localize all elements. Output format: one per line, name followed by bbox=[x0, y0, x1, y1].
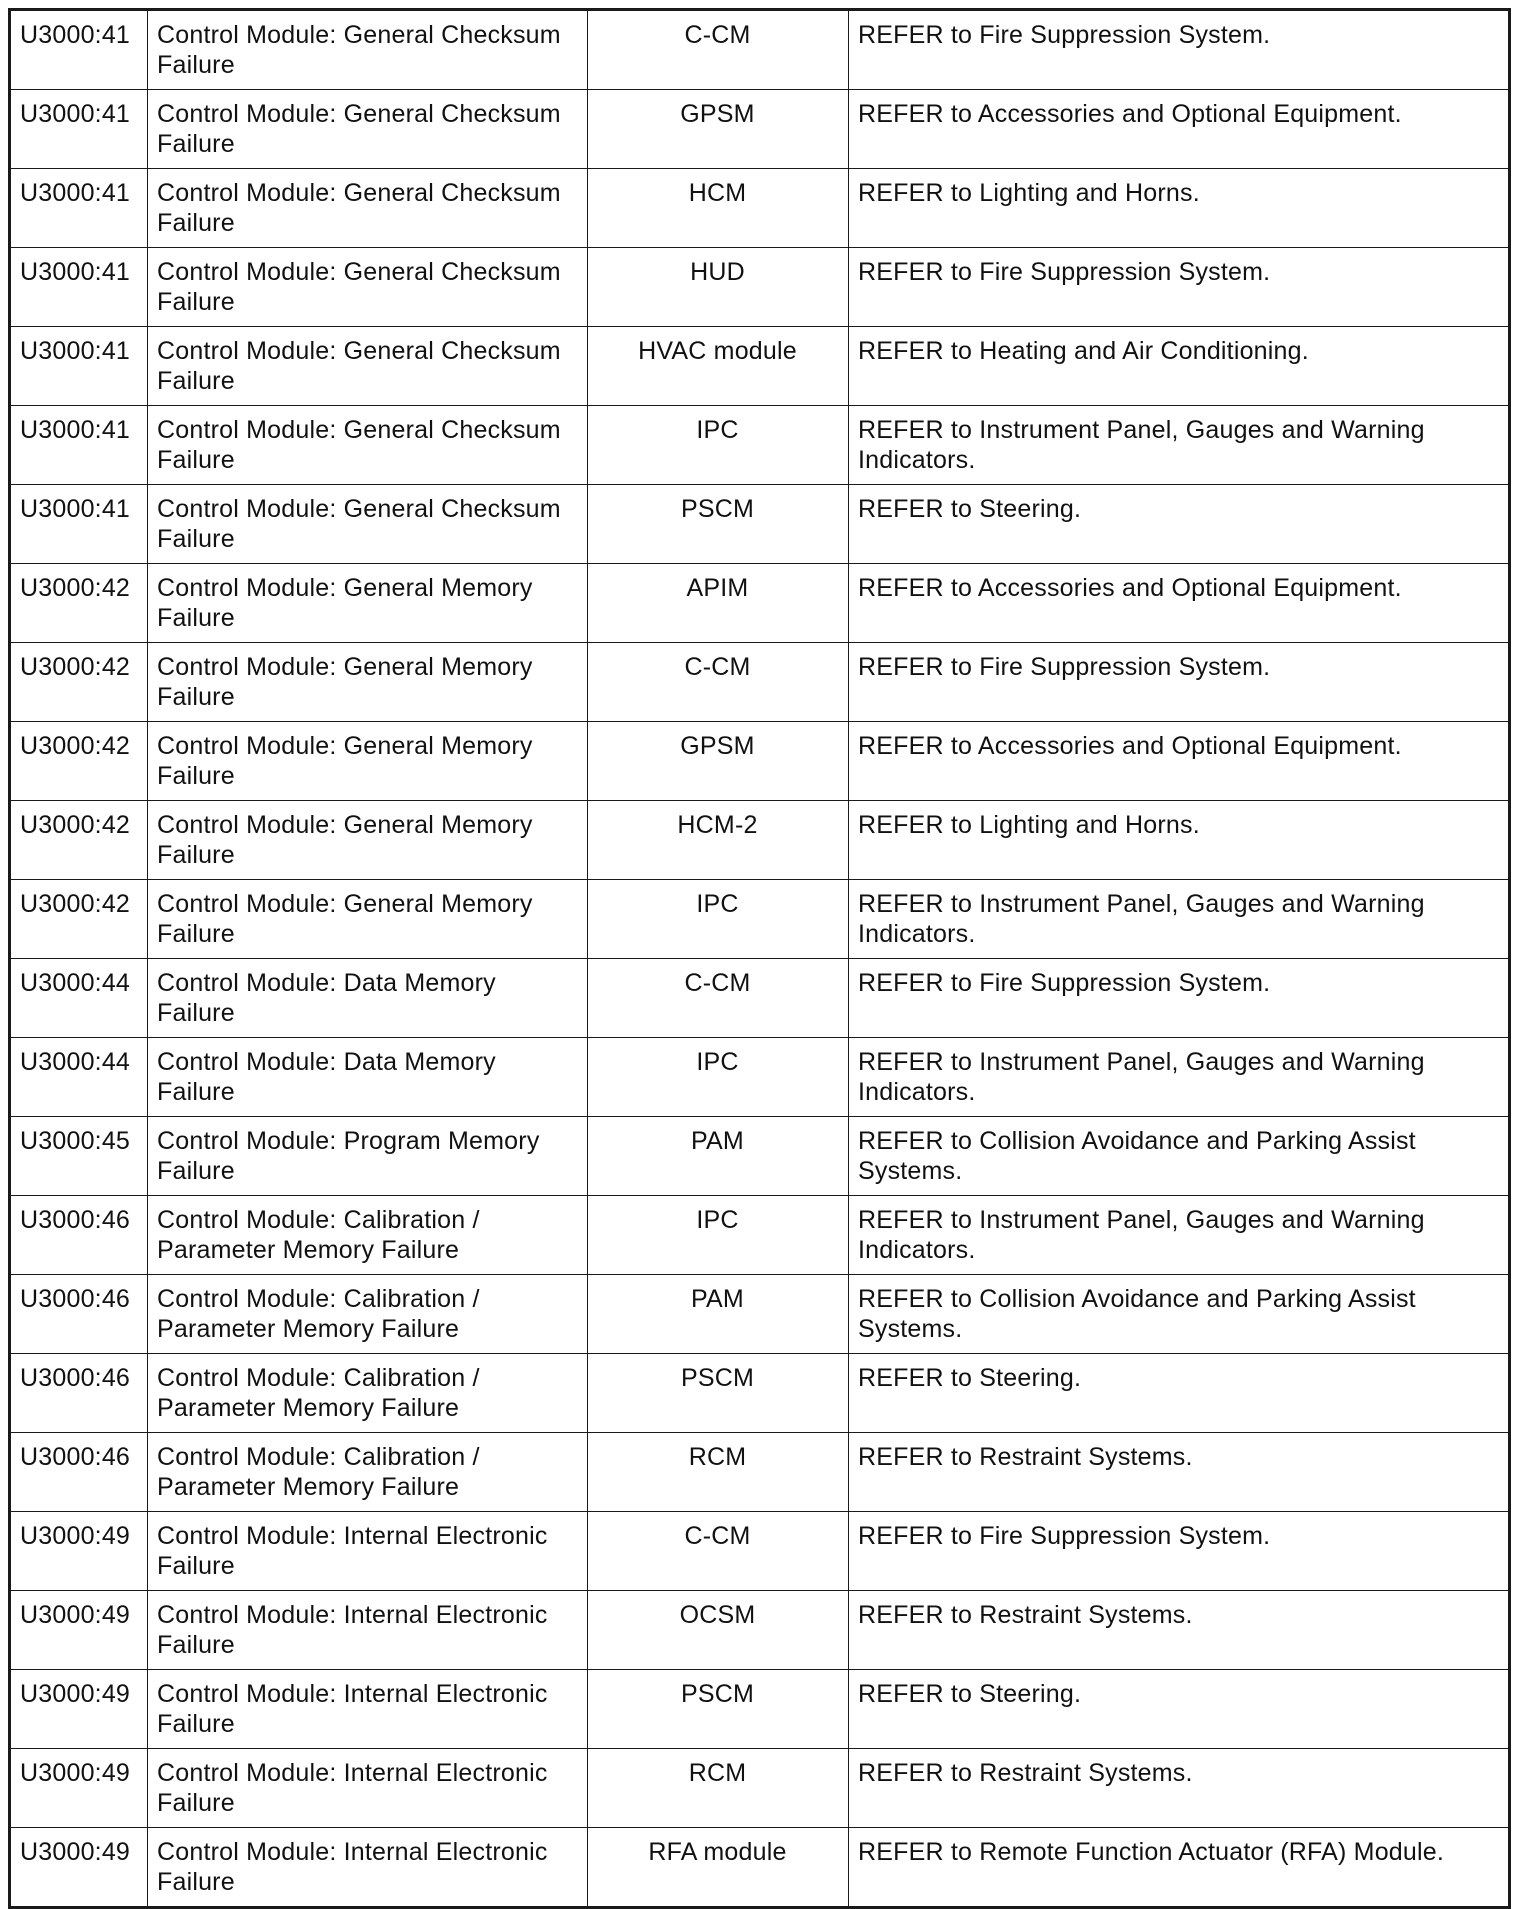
description-cell: Control Module: Calibration / Parameter Memory Failure bbox=[148, 1275, 588, 1354]
description-cell: Control Module: General Memory Failure bbox=[148, 643, 588, 722]
table-row bbox=[10, 564, 1510, 643]
table-row bbox=[10, 169, 1510, 248]
dtc-code-cell: U3000:49 bbox=[10, 1512, 148, 1591]
table-row bbox=[10, 1749, 1510, 1828]
table-row bbox=[10, 327, 1510, 406]
action-cell: REFER to Fire Suppression System. bbox=[849, 248, 1510, 327]
action-cell: REFER to Collision Avoidance and Parking Assist Systems. bbox=[849, 1275, 1510, 1354]
action-cell: REFER to Accessories and Optional Equipment. bbox=[849, 564, 1510, 643]
table-row bbox=[10, 1354, 1510, 1433]
dtc-code-cell: U3000:49 bbox=[10, 1749, 148, 1828]
module-cell: PAM bbox=[588, 1117, 849, 1196]
description-cell: Control Module: General Checksum Failure bbox=[148, 327, 588, 406]
module-cell: HVAC module bbox=[588, 327, 849, 406]
dtc-code-cell: U3000:41 bbox=[10, 169, 148, 248]
module-cell: IPC bbox=[588, 1038, 849, 1117]
dtc-code-cell: U3000:42 bbox=[10, 643, 148, 722]
table-row bbox=[10, 1512, 1510, 1591]
module-cell: C-CM bbox=[588, 1512, 849, 1591]
description-cell: Control Module: Internal Electronic Failure bbox=[148, 1670, 588, 1749]
table-row bbox=[10, 1591, 1510, 1670]
module-cell: C-CM bbox=[588, 643, 849, 722]
module-cell: HCM bbox=[588, 169, 849, 248]
module-cell: IPC bbox=[588, 406, 849, 485]
table-row bbox=[10, 485, 1510, 564]
description-cell: Control Module: General Memory Failure bbox=[148, 880, 588, 959]
module-cell: RFA module bbox=[588, 1828, 849, 1908]
table-row bbox=[10, 959, 1510, 1038]
dtc-code-cell: U3000:46 bbox=[10, 1433, 148, 1512]
dtc-code-cell: U3000:46 bbox=[10, 1275, 148, 1354]
description-cell: Control Module: General Checksum Failure bbox=[148, 406, 588, 485]
module-cell: PSCM bbox=[588, 485, 849, 564]
dtc-code-cell: U3000:46 bbox=[10, 1196, 148, 1275]
module-cell: HCM-2 bbox=[588, 801, 849, 880]
action-cell: REFER to Lighting and Horns. bbox=[849, 801, 1510, 880]
description-cell: Control Module: Calibration / Parameter Memory Failure bbox=[148, 1196, 588, 1275]
module-cell: PSCM bbox=[588, 1354, 849, 1433]
description-cell: Control Module: Internal Electronic Failure bbox=[148, 1828, 588, 1908]
table-row bbox=[10, 722, 1510, 801]
dtc-code-cell: U3000:44 bbox=[10, 1038, 148, 1117]
description-cell: Control Module: Data Memory Failure bbox=[148, 959, 588, 1038]
dtc-code-cell: U3000:41 bbox=[10, 248, 148, 327]
table-row bbox=[10, 10, 1510, 90]
action-cell: REFER to Fire Suppression System. bbox=[849, 959, 1510, 1038]
action-cell: REFER to Steering. bbox=[849, 1354, 1510, 1433]
action-cell: REFER to Restraint Systems. bbox=[849, 1591, 1510, 1670]
module-cell: APIM bbox=[588, 564, 849, 643]
module-cell: PSCM bbox=[588, 1670, 849, 1749]
action-cell: REFER to Instrument Panel, Gauges and Warning Indicators. bbox=[849, 406, 1510, 485]
table-row bbox=[10, 1433, 1510, 1512]
description-cell: Control Module: General Checksum Failure bbox=[148, 485, 588, 564]
description-cell: Control Module: General Memory Failure bbox=[148, 722, 588, 801]
description-cell: Control Module: General Checksum Failure bbox=[148, 248, 588, 327]
table-row bbox=[10, 406, 1510, 485]
module-cell: C-CM bbox=[588, 959, 849, 1038]
description-cell: Control Module: Calibration / Parameter Memory Failure bbox=[148, 1354, 588, 1433]
table-row bbox=[10, 1275, 1510, 1354]
description-cell: Control Module: General Memory Failure bbox=[148, 801, 588, 880]
action-cell: REFER to Restraint Systems. bbox=[849, 1749, 1510, 1828]
dtc-code-cell: U3000:41 bbox=[10, 10, 148, 90]
action-cell: REFER to Steering. bbox=[849, 1670, 1510, 1749]
action-cell: REFER to Instrument Panel, Gauges and Warning Indicators. bbox=[849, 880, 1510, 959]
module-cell: HUD bbox=[588, 248, 849, 327]
module-cell: IPC bbox=[588, 1196, 849, 1275]
description-cell: Control Module: Internal Electronic Failure bbox=[148, 1591, 588, 1670]
description-cell: Control Module: Internal Electronic Failure bbox=[148, 1512, 588, 1591]
action-cell: REFER to Lighting and Horns. bbox=[849, 169, 1510, 248]
action-cell: REFER to Heating and Air Conditioning. bbox=[849, 327, 1510, 406]
action-cell: REFER to Accessories and Optional Equipment. bbox=[849, 722, 1510, 801]
dtc-code-cell: U3000:49 bbox=[10, 1591, 148, 1670]
module-cell: IPC bbox=[588, 880, 849, 959]
module-cell: C-CM bbox=[588, 10, 849, 90]
dtc-code-cell: U3000:42 bbox=[10, 801, 148, 880]
module-cell: GPSM bbox=[588, 90, 849, 169]
dtc-code-cell: U3000:41 bbox=[10, 90, 148, 169]
table-row bbox=[10, 801, 1510, 880]
table-row bbox=[10, 1670, 1510, 1749]
table-row bbox=[10, 643, 1510, 722]
table-row bbox=[10, 1038, 1510, 1117]
action-cell: REFER to Remote Function Actuator (RFA) Module. bbox=[849, 1828, 1510, 1908]
table-row bbox=[10, 248, 1510, 327]
dtc-code-cell: U3000:41 bbox=[10, 485, 148, 564]
description-cell: Control Module: General Checksum Failure bbox=[148, 169, 588, 248]
description-cell: Control Module: General Checksum Failure bbox=[148, 90, 588, 169]
action-cell: REFER to Collision Avoidance and Parking Assist Systems. bbox=[849, 1117, 1510, 1196]
table-row bbox=[10, 1117, 1510, 1196]
dtc-code-cell: U3000:42 bbox=[10, 722, 148, 801]
module-cell: RCM bbox=[588, 1749, 849, 1828]
action-cell: REFER to Restraint Systems. bbox=[849, 1433, 1510, 1512]
module-cell: OCSM bbox=[588, 1591, 849, 1670]
module-cell: RCM bbox=[588, 1433, 849, 1512]
dtc-code-cell: U3000:44 bbox=[10, 959, 148, 1038]
description-cell: Control Module: Internal Electronic Failure bbox=[148, 1749, 588, 1828]
action-cell: REFER to Instrument Panel, Gauges and Warning Indicators. bbox=[849, 1196, 1510, 1275]
module-cell: PAM bbox=[588, 1275, 849, 1354]
dtc-table bbox=[8, 8, 1511, 1909]
table-row bbox=[10, 1828, 1510, 1908]
dtc-code-cell: U3000:41 bbox=[10, 406, 148, 485]
dtc-code-cell: U3000:42 bbox=[10, 564, 148, 643]
action-cell: REFER to Fire Suppression System. bbox=[849, 643, 1510, 722]
action-cell: REFER to Fire Suppression System. bbox=[849, 1512, 1510, 1591]
dtc-table-body bbox=[10, 10, 1510, 1908]
module-cell: GPSM bbox=[588, 722, 849, 801]
description-cell: Control Module: Data Memory Failure bbox=[148, 1038, 588, 1117]
description-cell: Control Module: General Memory Failure bbox=[148, 564, 588, 643]
dtc-code-cell: U3000:49 bbox=[10, 1828, 148, 1908]
action-cell: REFER to Steering. bbox=[849, 485, 1510, 564]
table-row bbox=[10, 1196, 1510, 1275]
dtc-code-cell: U3000:42 bbox=[10, 880, 148, 959]
dtc-code-cell: U3000:45 bbox=[10, 1117, 148, 1196]
action-cell: REFER to Instrument Panel, Gauges and Warning Indicators. bbox=[849, 1038, 1510, 1117]
dtc-code-cell: U3000:41 bbox=[10, 327, 148, 406]
table-row bbox=[10, 90, 1510, 169]
dtc-code-cell: U3000:49 bbox=[10, 1670, 148, 1749]
description-cell: Control Module: Program Memory Failure bbox=[148, 1117, 588, 1196]
description-cell: Control Module: General Checksum Failure bbox=[148, 10, 588, 90]
action-cell: REFER to Accessories and Optional Equipment. bbox=[849, 90, 1510, 169]
description-cell: Control Module: Calibration / Parameter Memory Failure bbox=[148, 1433, 588, 1512]
dtc-code-cell: U3000:46 bbox=[10, 1354, 148, 1433]
action-cell: REFER to Fire Suppression System. bbox=[849, 10, 1510, 90]
table-row bbox=[10, 880, 1510, 959]
